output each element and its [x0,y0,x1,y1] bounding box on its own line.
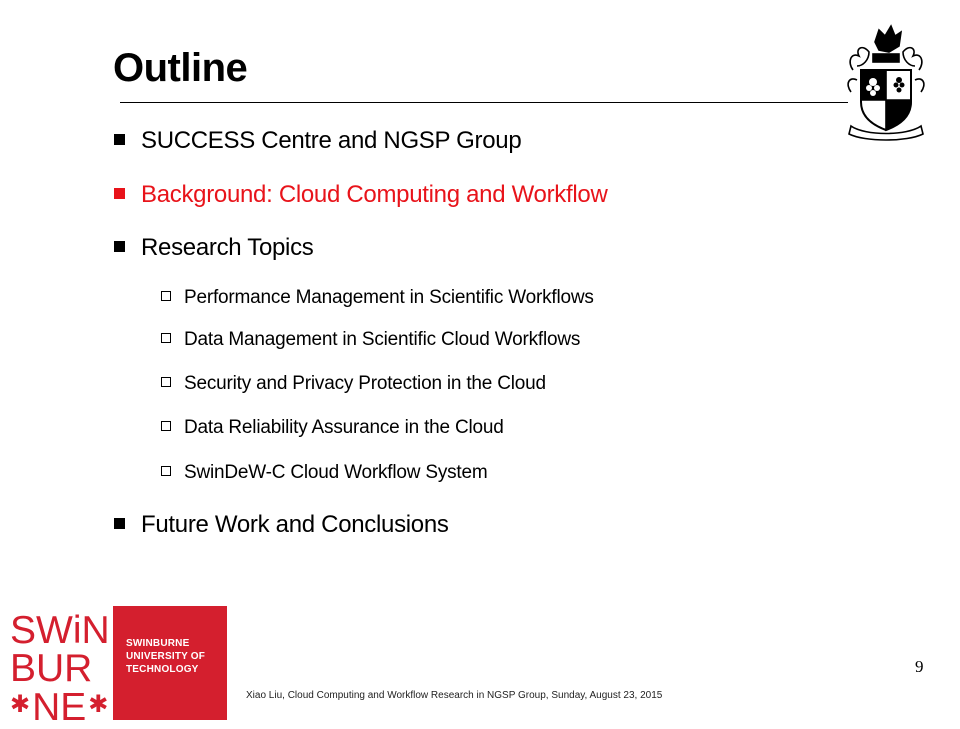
sub-bullet-text: Data Reliability Assurance in the Cloud [184,417,504,438]
title-divider [120,102,848,103]
sub-bullet-item-3 [161,372,546,396]
sub-bullet-text: Security and Privacy Protection in the Cloud [184,373,546,394]
bullet-text: Background: Cloud Computing and Workflow [141,181,608,208]
logo-word-row-2: BUR [10,647,93,690]
sub-bullet-item-2 [161,328,580,352]
bullet-text: SUCCESS Centre and NGSP Group [141,127,522,154]
square-bullet-icon [114,241,125,252]
bullet-item-3 [114,234,313,262]
sub-bullet-item-5 [161,461,488,485]
sub-bullet-text: Performance Management in Scientific Workflows [184,287,594,308]
sub-bullet-text: SwinDeW-C Cloud Workflow System [184,462,488,483]
sub-bullet-text: Data Management in Scientific Cloud Workflows [184,329,581,350]
university-line: SWINBURNE [126,638,190,649]
bullet-item-2-highlighted [114,181,607,209]
bullet-text: Research Topics [141,234,314,261]
logo-word-row-3: NE [32,686,87,729]
university-name-block [113,606,227,720]
slide-title: Outline [113,46,248,90]
star-icon: ✱ [10,691,31,718]
sub-bullet-item-4 [161,416,504,440]
footer-text: Xiao Liu, Cloud Computing and Workflow Research in NGSP Group, Sunday, August 23, 2015 [246,690,663,701]
star-icon: ✱ [88,691,109,718]
square-bullet-icon [114,134,125,145]
square-bullet-icon [114,188,125,199]
square-bullet-icon [114,518,125,529]
university-line: UNIVERSITY OF [126,651,206,662]
bullet-item-1 [114,127,521,155]
sub-bullet-item-1 [161,286,594,310]
university-name [126,637,205,676]
swinburne-logo [0,606,113,729]
logo-word-row-1: SWiN [10,609,110,652]
university-line: TECHNOLOGY [126,664,199,675]
hollow-square-bullet-icon [161,421,171,431]
bullet-item-4 [114,511,449,539]
bullet-text: Future Work and Conclusions [141,511,449,538]
hollow-square-bullet-icon [161,466,171,476]
logo-word-row-3-wrap [10,686,108,727]
page-number: 9 [915,657,924,676]
hollow-square-bullet-icon [161,333,171,343]
hollow-square-bullet-icon [161,291,171,301]
hollow-square-bullet-icon [161,377,171,387]
university-crest-icon [845,22,927,142]
